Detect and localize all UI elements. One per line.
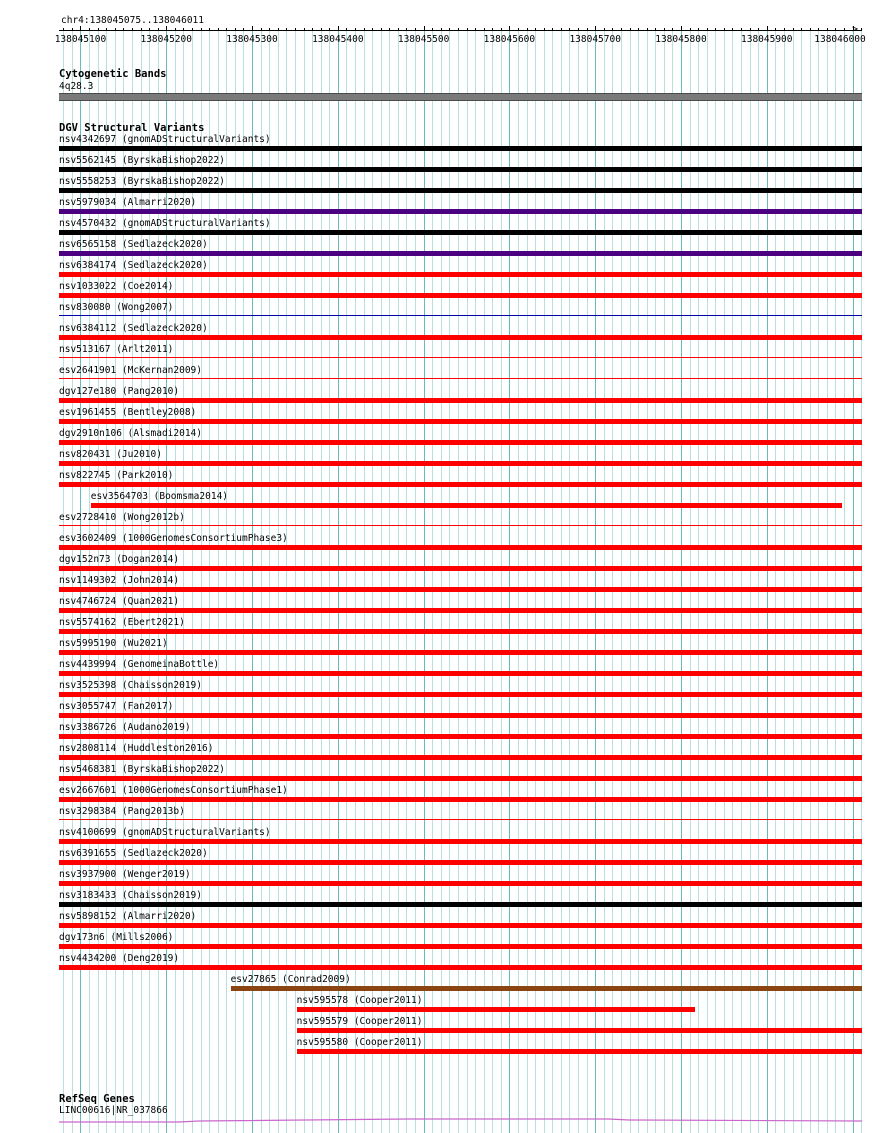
- dgv-feature-label[interactable]: dgv152n73 (Dogan2014): [59, 554, 180, 565]
- dgv-feature-bar[interactable]: [59, 965, 862, 970]
- dgv-feature-label[interactable]: nsv820431 (Ju2010): [59, 449, 162, 460]
- dgv-feature-bar[interactable]: [59, 357, 862, 358]
- dgv-feature-label[interactable]: nsv4100699 (gnomADStructuralVariants): [59, 827, 271, 838]
- dgv-feature-label[interactable]: nsv595578 (Cooper2011): [296, 995, 423, 1006]
- dgv-feature-label[interactable]: nsv6391655 (Sedlazeck2020): [59, 848, 208, 859]
- dgv-feature-bar[interactable]: [59, 671, 862, 676]
- dgv-feature-bar[interactable]: [59, 881, 862, 886]
- dgv-feature-label[interactable]: nsv1149302 (John2014): [59, 575, 180, 586]
- dgv-feature-bar[interactable]: [91, 503, 843, 508]
- ruler-line: [59, 30, 862, 31]
- dgv-feature-bar[interactable]: [59, 797, 862, 802]
- dgv-feature-label[interactable]: nsv4434200 (Deng2019): [59, 953, 180, 964]
- dgv-feature-label[interactable]: nsv513167 (Arlt2011): [59, 344, 174, 355]
- cytoband-track-title: Cytogenetic Bands: [59, 68, 167, 80]
- dgv-feature-bar[interactable]: [59, 692, 862, 697]
- dgv-feature-bar[interactable]: [59, 167, 862, 172]
- dgv-feature-bar[interactable]: [59, 419, 862, 424]
- ruler-tick-label: 138046000: [814, 34, 866, 45]
- dgv-feature-label[interactable]: nsv3937900 (Wenger2019): [59, 869, 191, 880]
- dgv-feature-bar[interactable]: [59, 734, 862, 739]
- ruler-tick-label: 138045700: [569, 34, 621, 45]
- dgv-feature-bar[interactable]: [59, 461, 862, 466]
- ruler-tick-label: 138045400: [312, 34, 364, 45]
- position-label: chr4:138045075..138046011: [61, 15, 204, 26]
- dgv-feature-bar[interactable]: [59, 482, 862, 487]
- dgv-feature-bar[interactable]: [59, 146, 862, 151]
- dgv-feature-bar[interactable]: [59, 608, 862, 613]
- refseq-gene-label[interactable]: LINC00616|NR_037866: [59, 1105, 168, 1116]
- dgv-feature-bar[interactable]: [59, 335, 862, 340]
- dgv-feature-bar[interactable]: [59, 398, 862, 403]
- ruler-tick-label: 138045800: [655, 34, 707, 45]
- ruler-tick-label: 138045600: [483, 34, 536, 45]
- dgv-feature-label[interactable]: nsv6565158 (Sedlazeck2020): [59, 239, 208, 250]
- dgv-feature-label[interactable]: nsv830080 (Wong2007): [59, 302, 174, 313]
- dgv-feature-label[interactable]: dgv173n6 (Mills2006): [59, 932, 174, 943]
- dgv-feature-label[interactable]: dgv2910n106 (Alsmadi2014): [59, 428, 202, 439]
- dgv-feature-bar[interactable]: [59, 776, 862, 781]
- ruler-end-arrow-icon: >: [852, 24, 859, 35]
- dgv-feature-label[interactable]: nsv5898152 (Almarri2020): [59, 911, 197, 922]
- dgv-feature-label[interactable]: nsv3386726 (Audano2019): [59, 722, 191, 733]
- dgv-feature-bar[interactable]: [59, 293, 862, 298]
- dgv-feature-bar[interactable]: [59, 525, 862, 526]
- dgv-feature-label[interactable]: nsv3055747 (Fan2017): [59, 701, 174, 712]
- dgv-feature-label[interactable]: nsv5995190 (Wu2021): [59, 638, 168, 649]
- dgv-feature-label[interactable]: nsv6384112 (Sedlazeck2020): [59, 323, 208, 334]
- dgv-feature-bar[interactable]: [231, 986, 862, 991]
- dgv-feature-bar[interactable]: [59, 545, 862, 550]
- dgv-feature-label[interactable]: esv2667601 (1000GenomesConsortiumPhase1): [59, 785, 288, 796]
- dgv-feature-label[interactable]: nsv4342697 (gnomADStructuralVariants): [59, 134, 271, 145]
- dgv-feature-label[interactable]: esv1961455 (Bentley2008): [59, 407, 197, 418]
- dgv-feature-label[interactable]: nsv4439994 (GenomeinaBottle): [59, 659, 220, 670]
- ruler-tick-label: 138045900: [741, 34, 793, 45]
- dgv-feature-label[interactable]: nsv6384174 (Sedlazeck2020): [59, 260, 208, 271]
- dgv-feature-bar[interactable]: [59, 944, 862, 949]
- dgv-feature-bar[interactable]: [59, 629, 862, 634]
- dgv-feature-bar[interactable]: [59, 819, 862, 820]
- dgv-feature-bar[interactable]: [59, 587, 862, 592]
- dgv-feature-bar[interactable]: [59, 566, 862, 571]
- dgv-feature-label[interactable]: nsv595580 (Cooper2011): [296, 1037, 423, 1048]
- dgv-track-title: DGV Structural Variants: [59, 122, 205, 134]
- dgv-feature-label[interactable]: nsv3183433 (Chaisson2019): [59, 890, 202, 901]
- dgv-feature-bar[interactable]: [59, 230, 862, 235]
- dgv-feature-bar[interactable]: [297, 1007, 695, 1012]
- dgv-feature-label[interactable]: esv2641901 (McKernan2009): [59, 365, 202, 376]
- dgv-feature-label[interactable]: nsv3525398 (Chaisson2019): [59, 680, 202, 691]
- dgv-feature-label[interactable]: nsv4746724 (Quan2021): [59, 596, 180, 607]
- dgv-feature-bar[interactable]: [59, 209, 862, 214]
- dgv-feature-label[interactable]: nsv595579 (Cooper2011): [296, 1016, 423, 1027]
- dgv-feature-bar[interactable]: [59, 188, 862, 193]
- cytoband-label[interactable]: 4q28.3: [59, 81, 94, 92]
- dgv-feature-bar[interactable]: [59, 713, 862, 718]
- dgv-feature-label[interactable]: nsv5468381 (ByrskaBishop2022): [59, 764, 225, 775]
- ruler-tick-label: 138045200: [140, 34, 192, 45]
- dgv-feature-label[interactable]: nsv2808114 (Huddleston2016): [59, 743, 214, 754]
- dgv-feature-label[interactable]: nsv5558253 (ByrskaBishop2022): [59, 176, 225, 187]
- dgv-feature-label[interactable]: nsv1033022 (Coe2014): [59, 281, 174, 292]
- dgv-feature-bar[interactable]: [59, 251, 862, 256]
- dgv-feature-label[interactable]: esv3602409 (1000GenomesConsortiumPhase3): [59, 533, 288, 544]
- dgv-feature-bar[interactable]: [59, 860, 862, 865]
- ruler-tick-label: 138045500: [397, 34, 450, 45]
- cytoband-bar[interactable]: [59, 93, 862, 101]
- dgv-feature-bar[interactable]: [59, 440, 862, 445]
- dgv-feature-label[interactable]: dgv127e180 (Pang2010): [59, 386, 180, 397]
- dgv-feature-bar[interactable]: [59, 902, 862, 907]
- dgv-feature-label[interactable]: nsv3298384 (Pang2013b): [59, 806, 185, 817]
- refseq-track-title: RefSeq Genes: [59, 1093, 135, 1105]
- dgv-feature-label[interactable]: esv3564703 (Boomsma2014): [90, 491, 229, 502]
- dgv-feature-label[interactable]: esv2728410 (Wong2012b): [59, 512, 185, 523]
- dgv-feature-bar[interactable]: [59, 378, 862, 379]
- ruler-tick-label: 138045300: [226, 34, 278, 45]
- dgv-feature-bar[interactable]: [59, 315, 862, 316]
- dgv-feature-label[interactable]: nsv5574162 (Ebert2021): [59, 617, 185, 628]
- dgv-feature-bar[interactable]: [297, 1028, 862, 1033]
- dgv-feature-label[interactable]: nsv4570432 (gnomADStructuralVariants): [59, 218, 271, 229]
- dgv-feature-label[interactable]: nsv5979034 (Almarri2020): [59, 197, 197, 208]
- dgv-feature-label[interactable]: nsv822745 (Park2010): [59, 470, 174, 481]
- refseq-gene-feature[interactable]: [59, 1114, 862, 1126]
- dgv-feature-bar[interactable]: [59, 755, 862, 760]
- dgv-feature-bar[interactable]: [59, 923, 862, 928]
- dgv-feature-bar[interactable]: [297, 1049, 862, 1054]
- dgv-feature-label[interactable]: nsv5562145 (ByrskaBishop2022): [59, 155, 225, 166]
- dgv-feature-bar[interactable]: [59, 839, 862, 844]
- ruler-tick-label: 138045100: [54, 34, 107, 45]
- dgv-feature-label[interactable]: esv27865 (Conrad2009): [230, 974, 351, 985]
- dgv-feature-bar[interactable]: [59, 272, 862, 277]
- dgv-feature-bar[interactable]: [59, 650, 862, 655]
